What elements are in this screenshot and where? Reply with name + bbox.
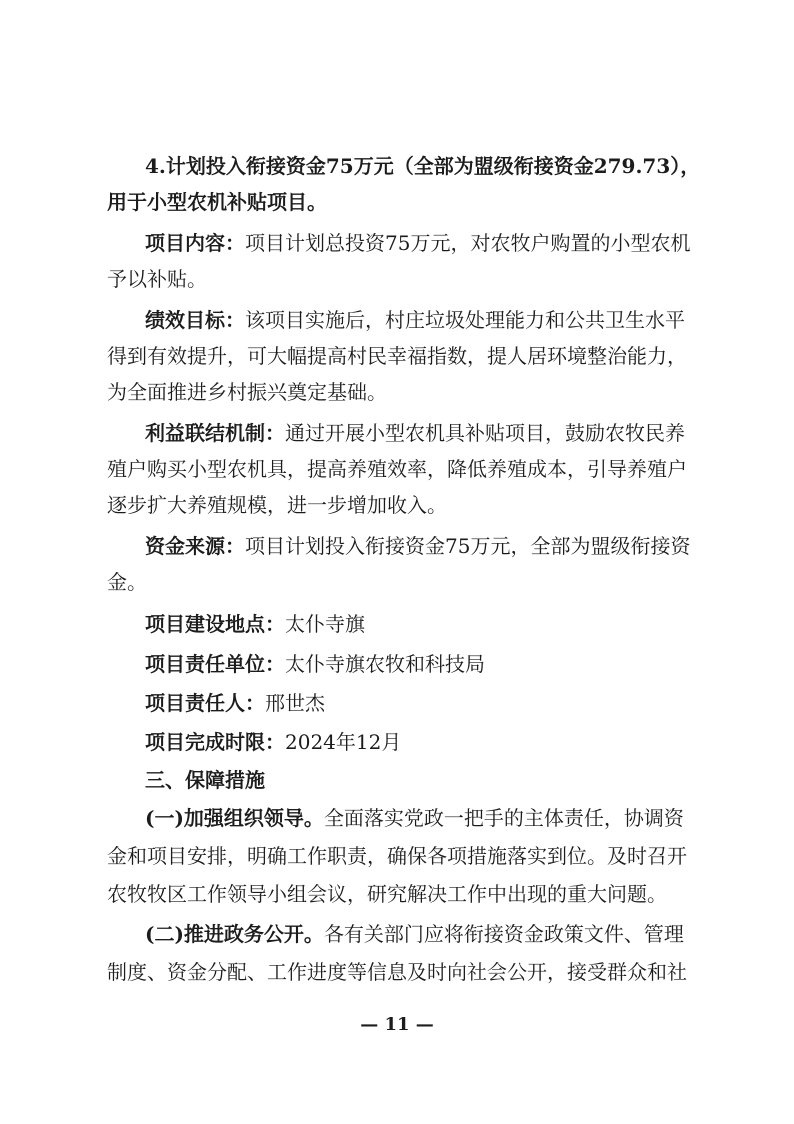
para-measure2-line2: 制度、资金分配、工作进度等信息及时向社会公开，接受群众和社 — [107, 960, 687, 984]
label-measure2: (二)推进政务公开。 — [145, 922, 324, 946]
text-unit: 太仆寺旗农牧和科技局 — [285, 652, 485, 676]
text-location: 太仆寺旗 — [285, 612, 365, 636]
label-funding: 资金来源： — [145, 534, 245, 558]
para-measure1-line1 — [145, 803, 684, 833]
label-measure1: (一)加强组织领导。 — [145, 806, 324, 830]
label-content: 项目内容： — [145, 231, 245, 255]
label-benefit: 利益联结机制： — [145, 421, 285, 445]
label-deadline: 项目完成时限： — [145, 730, 285, 754]
para-item4-line2: 用于小型农机补贴项目。 — [107, 190, 327, 214]
para-funding-line2: 金。 — [107, 570, 147, 594]
text-deadline: 2024年12月 — [285, 730, 402, 754]
para-benefit-line1 — [145, 418, 685, 448]
para-benefit-line3: 逐步扩大养殖规模，进一步增加收入。 — [107, 493, 447, 517]
para-deadline — [145, 727, 401, 757]
text-measure1: 全面落实党政一把手的主体责任，协调资 — [323, 806, 684, 830]
para-goal-line1 — [145, 305, 685, 335]
para-funding-line1 — [145, 531, 690, 561]
para-person — [145, 688, 325, 718]
label-person: 项目责任人： — [145, 691, 265, 715]
para-measure1-line2: 金和项目安排，明确工作职责，确保各项措施落实到位。及时召开 — [107, 844, 687, 868]
para-unit — [145, 649, 485, 679]
label-location: 项目建设地点： — [145, 612, 285, 636]
text-person: 邢世杰 — [265, 691, 325, 715]
text-goal: 该项目实施后，村庄垃圾处理能力和公共卫生水平 — [245, 308, 685, 332]
label-unit: 项目责任单位： — [145, 652, 285, 676]
para-goal-line2: 得到有效提升，可大幅提高村民幸福指数，提人居环境整治能力， — [107, 344, 687, 368]
para-item4-line1: 4.计划投入衔接资金75万元（全部为盟级衔接资金279.73）， — [145, 154, 701, 178]
text-funding: 项目计划投入衔接资金75万元，全部为盟级衔接资 — [245, 534, 691, 558]
para-measure1-line3: 农牧牧区工作领导小组会议，研究解决工作中出现的重大问题。 — [107, 882, 667, 906]
text-benefit: 通过开展小型农机具补贴项目，鼓励农牧民养 — [285, 421, 685, 445]
section-heading: 三、保障措施 — [145, 768, 265, 792]
para-measure2-line1 — [145, 919, 684, 949]
label-goal: 绩效目标： — [145, 308, 245, 332]
text-measure2: 各有关部门应将衔接资金政策文件、管理 — [323, 922, 684, 946]
text-content: 项目计划总投资75万元，对农牧户购置的小型农机 — [245, 231, 691, 255]
para-location — [145, 609, 365, 639]
para-content-line1 — [145, 228, 690, 258]
para-content-line2: 予以补贴。 — [107, 267, 207, 291]
para-benefit-line2: 殖户购买小型农机具，提高养殖效率，降低养殖成本，引导养殖户 — [107, 457, 687, 481]
para-goal-line3: 为全面推进乡村振兴奠定基础。 — [107, 380, 387, 404]
page-number: — 11 — — [360, 1014, 434, 1035]
